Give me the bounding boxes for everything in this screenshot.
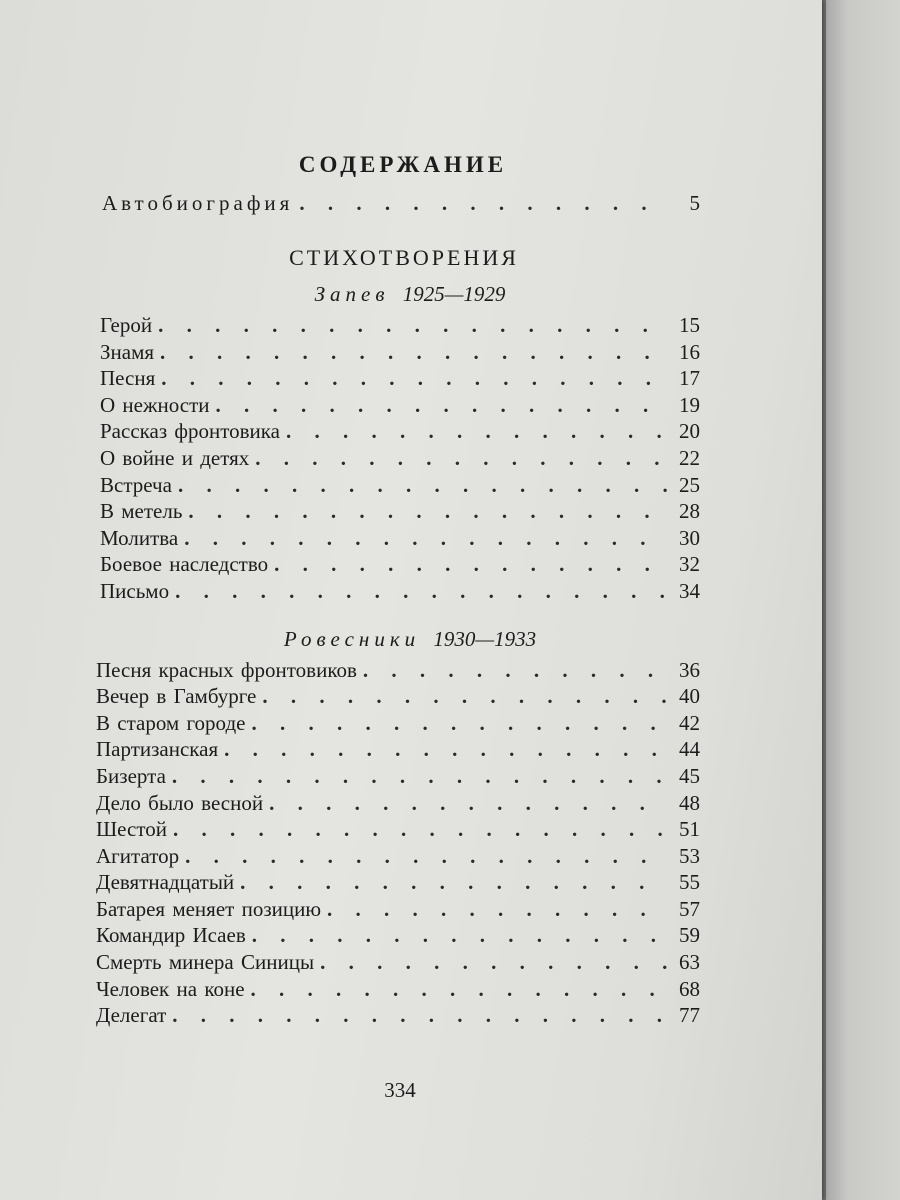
toc-entry-title: Агитатор bbox=[96, 843, 180, 868]
toc-entry-title: Батарея меняет позицию bbox=[96, 896, 322, 921]
leader-dots bbox=[224, 736, 668, 763]
toc-entry bbox=[96, 683, 700, 710]
toc-entry bbox=[100, 445, 700, 472]
section-years: 1930—1933 bbox=[433, 626, 537, 651]
section-entries-rovesniki bbox=[96, 657, 700, 1029]
leader-dots bbox=[160, 339, 668, 366]
toc-entry-title: Командир Исаев bbox=[96, 923, 246, 948]
toc-entry-title: Автобиография bbox=[102, 191, 294, 215]
leader-dots bbox=[299, 186, 668, 220]
toc-entry-page: 53 bbox=[679, 843, 700, 868]
toc-entry bbox=[96, 922, 700, 949]
leader-dots bbox=[255, 445, 668, 472]
leader-dots bbox=[274, 551, 668, 578]
toc-entry-page: 63 bbox=[679, 950, 700, 975]
leader-dots bbox=[173, 816, 668, 843]
leader-dots bbox=[240, 869, 668, 896]
toc-entry bbox=[96, 816, 700, 843]
underlying-page bbox=[826, 0, 900, 1200]
toc-entry bbox=[100, 312, 700, 339]
toc-entry bbox=[100, 365, 700, 392]
toc-entry bbox=[96, 843, 700, 870]
toc-entry-title: Вечер в Гамбурге bbox=[96, 684, 257, 709]
leader-dots bbox=[327, 896, 668, 923]
toc-entry-title: В метель bbox=[100, 499, 183, 524]
leader-dots bbox=[269, 790, 668, 817]
toc-entry bbox=[96, 657, 700, 684]
toc-entry-page: 45 bbox=[679, 763, 700, 788]
leader-dots bbox=[172, 1002, 668, 1029]
toc-entry-page: 68 bbox=[679, 976, 700, 1001]
section-heading-rovesniki bbox=[120, 623, 700, 655]
toc-entry-page: 51 bbox=[679, 817, 700, 842]
leader-dots bbox=[178, 472, 668, 499]
toc-entry-page: 5 bbox=[689, 191, 700, 215]
leader-dots bbox=[184, 525, 668, 552]
toc-entry-title: Знамя bbox=[100, 339, 155, 364]
toc-entry-title: Письмо bbox=[100, 578, 170, 603]
toc-entry-title: Песня красных фронтовиков bbox=[96, 657, 357, 682]
toc-entry-page: 30 bbox=[679, 525, 700, 550]
section-name: Запев bbox=[314, 282, 390, 306]
toc-entry-title: Молитва bbox=[100, 525, 179, 550]
toc-entry-page: 77 bbox=[679, 1003, 700, 1028]
leader-dots bbox=[252, 922, 668, 949]
toc-entry bbox=[100, 339, 700, 366]
toc-entry bbox=[96, 896, 700, 923]
toc-entry bbox=[100, 392, 700, 419]
leader-dots bbox=[320, 949, 668, 976]
leader-dots bbox=[188, 498, 668, 525]
toc-entry-title: О войне и детях bbox=[100, 445, 250, 470]
toc-entry bbox=[96, 976, 700, 1003]
toc-entry bbox=[100, 551, 700, 578]
toc-entry bbox=[96, 763, 700, 790]
toc-entry-autobiography bbox=[102, 186, 700, 220]
toc-entry-title: О нежности bbox=[100, 392, 210, 417]
toc-entry bbox=[96, 710, 700, 737]
toc-entry-page: 34 bbox=[679, 578, 700, 603]
leader-dots bbox=[158, 312, 668, 339]
toc-entry-page: 17 bbox=[679, 366, 700, 391]
leader-dots bbox=[286, 418, 668, 445]
toc-entry-page: 36 bbox=[679, 657, 700, 682]
toc-entry bbox=[96, 790, 700, 817]
toc-entry-title: Смерть минера Синицы bbox=[96, 950, 315, 975]
toc-entry-title: Девятнадцатый bbox=[96, 870, 235, 895]
toc-entry bbox=[100, 418, 700, 445]
toc-entry bbox=[100, 472, 700, 499]
toc-entry-page: 57 bbox=[679, 896, 700, 921]
toc-entry bbox=[96, 949, 700, 976]
leader-dots bbox=[363, 657, 668, 684]
toc-entry bbox=[100, 525, 700, 552]
section-heading-zapev bbox=[120, 278, 700, 310]
section-name: Ровесники bbox=[283, 626, 421, 651]
leader-dots bbox=[262, 683, 668, 710]
toc-entry-page: 48 bbox=[679, 790, 700, 815]
toc-entry-title: Человек на коне bbox=[96, 976, 245, 1001]
toc-entry-title: Бизерта bbox=[96, 763, 166, 788]
toc-entry-page: 42 bbox=[679, 710, 700, 735]
toc-entry-page: 40 bbox=[679, 684, 700, 709]
toc-entry-title: Боевое наследство bbox=[100, 552, 269, 577]
toc-entry bbox=[96, 869, 700, 896]
leader-dots bbox=[251, 976, 668, 1003]
toc-entry-title: Встреча bbox=[100, 472, 172, 497]
toc-entry-page: 16 bbox=[679, 339, 700, 364]
section-entries-zapev bbox=[100, 312, 700, 605]
toc-entry-page: 32 bbox=[679, 552, 700, 577]
toc-entry-title: Шестой bbox=[96, 817, 167, 842]
toc-entry-page: 22 bbox=[679, 445, 700, 470]
toc-entry-title: Партизанская bbox=[96, 737, 219, 762]
leader-dots bbox=[215, 392, 668, 419]
page-number: 334 bbox=[384, 1078, 416, 1102]
toc-entry-title: Песня bbox=[100, 366, 156, 391]
toc-entry-page: 55 bbox=[679, 870, 700, 895]
toc-entry-page: 25 bbox=[679, 472, 700, 497]
toc-entry bbox=[100, 498, 700, 525]
toc-entry-title: В старом городе bbox=[96, 710, 246, 735]
toc-entry bbox=[100, 578, 700, 605]
toc-entry bbox=[96, 736, 700, 763]
toc-entry-page: 28 bbox=[679, 499, 700, 524]
toc-entry-page: 44 bbox=[679, 737, 700, 762]
table-of-contents bbox=[96, 148, 700, 1029]
contents-heading: СОДЕРЖАНИЕ bbox=[298, 152, 508, 177]
toc-entry-title: Герой bbox=[100, 313, 153, 337]
toc-entry-title: Дело было весной bbox=[96, 790, 264, 815]
toc-entry-title: Делегат bbox=[96, 1003, 167, 1028]
leader-dots bbox=[185, 843, 668, 870]
toc-entry-page: 20 bbox=[679, 419, 700, 444]
leader-dots bbox=[161, 365, 668, 392]
leader-dots bbox=[175, 578, 668, 605]
section-years: 1925—1929 bbox=[402, 282, 506, 306]
leader-dots bbox=[251, 710, 668, 737]
toc-entry bbox=[96, 1002, 700, 1029]
toc-entry-page: 15 bbox=[679, 313, 700, 337]
toc-entry-page: 59 bbox=[679, 923, 700, 948]
toc-entry-title: Рассказ фронтовика bbox=[100, 419, 280, 444]
leader-dots bbox=[172, 763, 668, 790]
toc-entry-page: 19 bbox=[679, 392, 700, 417]
part-heading: СТИХОТВОРЕНИЯ bbox=[289, 245, 519, 270]
